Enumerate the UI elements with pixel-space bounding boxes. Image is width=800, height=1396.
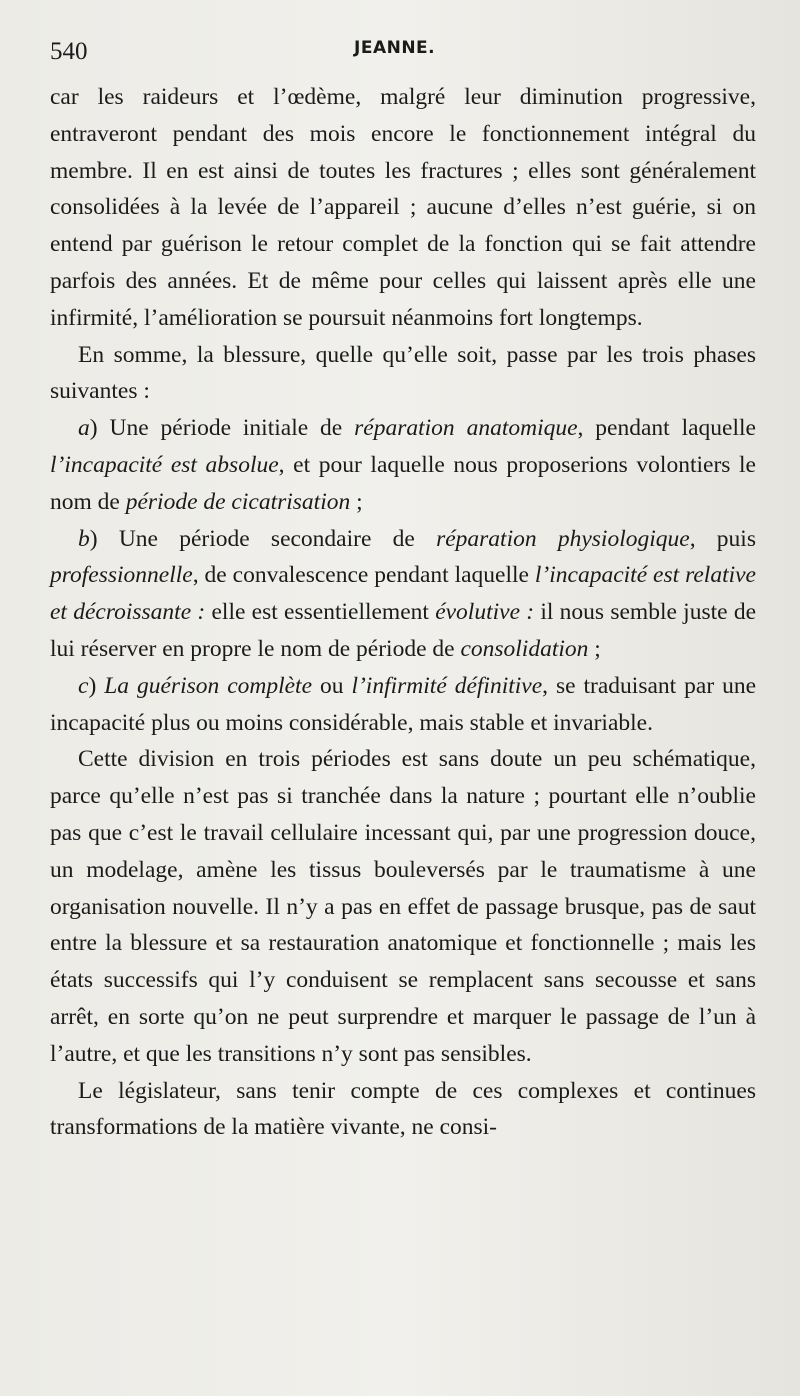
italic-text: l’incapacité est absolue (50, 451, 279, 478)
text-run: ) (88, 672, 105, 699)
text-run: , et pour laquelle nous proposerions volontiers le nom de (50, 451, 756, 515)
text-run: ) Une période initiale de (89, 415, 355, 442)
text-run: ou (312, 672, 352, 699)
italic-text: a (78, 415, 90, 442)
text-run: car les raideurs et l’œdème, malgré leur diminution progressive, entraveront pendant des mois encore le fonctionnement intégral du membre. Il en est ainsi de toutes les fractures ; elles sont généralement consolidées à la levée de l’appareil ; aucune d’elles n’est guérie, si on entend par guérison le retour complet de la fonction qui se fait attendre parfois des années. Et de même pour celles qui laissent après elle une infirmité, l’amélioration se poursuit néanmoins fort longtemps. (50, 84, 756, 331)
text-run: , pendant laquelle (577, 415, 756, 442)
italic-text: La guérison complète (104, 672, 313, 699)
page-header (50, 38, 750, 72)
paragraph (50, 79, 756, 337)
italic-text: c (78, 672, 89, 699)
text-run: En somme, la blessure, quelle qu’elle soit, passe par les trois phases suivantes : (50, 341, 756, 405)
paragraph (50, 1073, 756, 1147)
paragraph (50, 521, 756, 668)
italic-text: période de cicatrisation (125, 488, 351, 515)
text-run: , puis (689, 525, 756, 552)
italic-text: évolutive : (435, 599, 535, 626)
paragraph (50, 668, 756, 742)
text-run: il nous semble juste de lui réserver en propre le nom de période de (50, 599, 756, 662)
body-text (50, 79, 756, 1146)
italic-text: l’infirmité définitive (351, 672, 543, 699)
italic-text: professionnelle (50, 562, 193, 589)
italic-text: consolidation (460, 635, 589, 662)
text-run: Le législateur, sans tenir compte de ces complexes et continues transformations de la matière vivante, ne consi- (50, 1077, 756, 1141)
italic-text: réparation anatomique (354, 415, 578, 442)
italic-text: l’incapacité est relative et décroissante : (50, 562, 756, 626)
text-run: , se traduisant par une incapacité plus ou moins considérable, mais stable et invariable. (50, 672, 757, 736)
text-run: elle est essentiellement (205, 599, 436, 626)
text-run: ; (350, 488, 363, 515)
italic-text: b (78, 525, 90, 552)
text-run: ) Une période secondaire de (89, 525, 437, 552)
text-run: ; (588, 635, 601, 662)
text-run: Cette division en trois périodes est sans doute un peu schématique, parce qu’elle n’est pas si tranchée dans la nature ; pourtant elle n’oublie pas que c’est le travail cellulaire incessant qui, par une progression douce, un modelage, amène les tissus bouleversés par le traumatisme à une organisation nouvelle. Il n’y a pas en effet de passage brusque, pas de saut entre la blessure et sa restauration anatomique et fonctionnelle ; mais les états successifs qui l’y conduisent se remplacent sans secousse et sans arrêt, en sorte qu’on ne peut surprendre et marquer le passage de l’un à l’autre, et que les transitions n’y sont pas sensibles. (50, 746, 756, 1067)
running-head: JEANNE. (354, 38, 436, 58)
italic-text: réparation physiologique (436, 525, 690, 552)
paragraph (50, 337, 756, 411)
paragraph (50, 741, 756, 1072)
text-run: , de convalescence pendant laquelle (192, 562, 535, 589)
page-number: 540 (50, 38, 88, 65)
paragraph (50, 410, 756, 520)
